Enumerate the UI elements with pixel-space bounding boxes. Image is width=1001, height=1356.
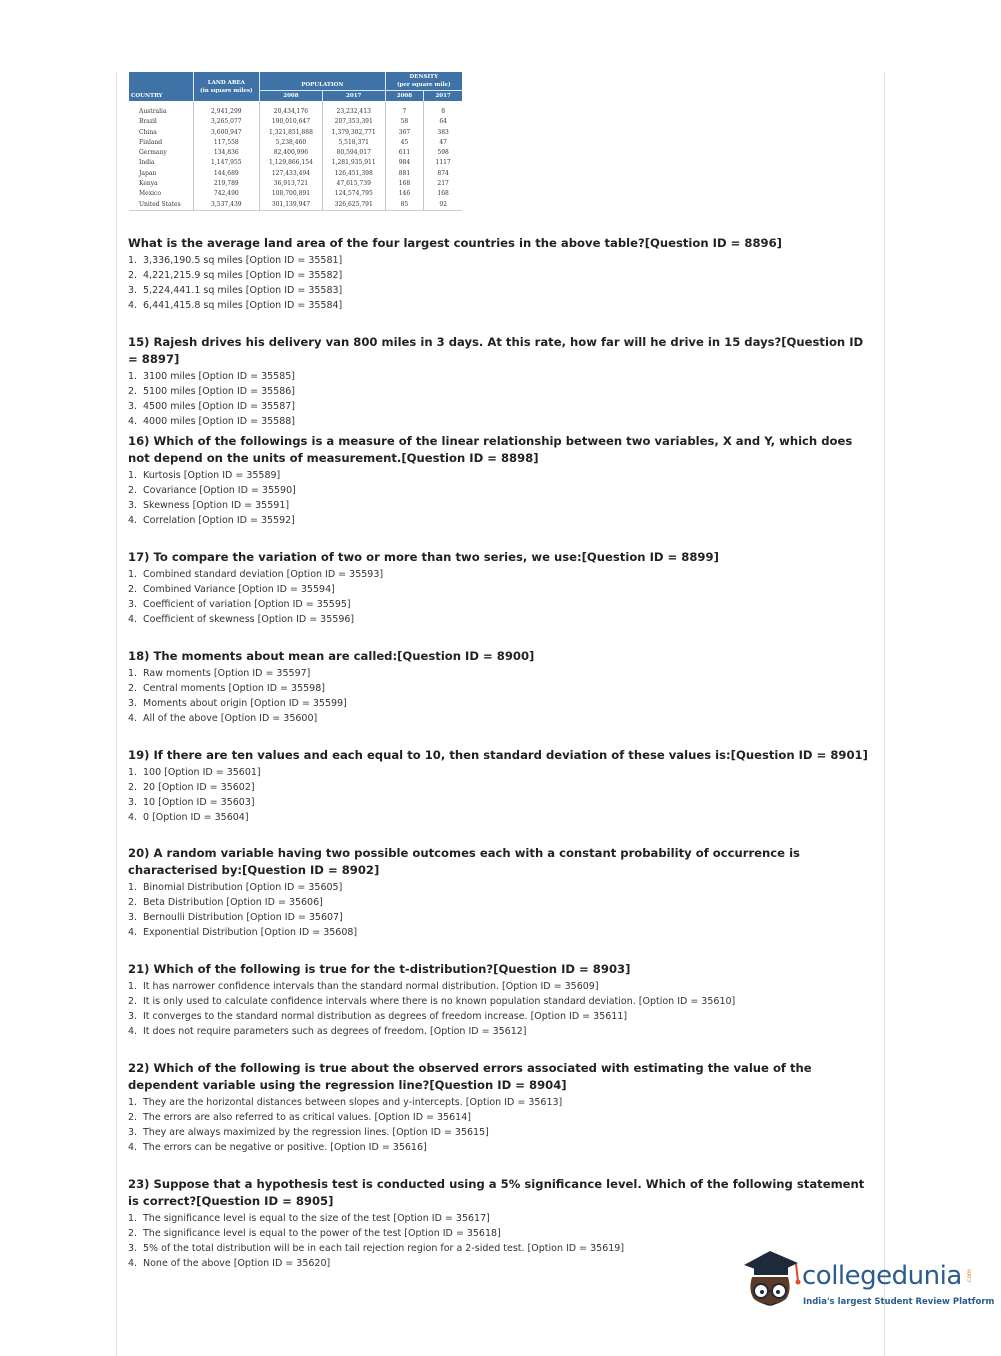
option-item: 2. Beta Distribution [Option ID = 35606] <box>128 897 323 908</box>
header-land-area <box>193 72 259 101</box>
density-2008-cell: 367 <box>385 128 424 138</box>
land-area-cell: 3,537,439 <box>193 200 259 211</box>
option-item: 4. Coefficient of skewness [Option ID = 35596] <box>128 614 355 625</box>
density-2008-cell: 984 <box>385 158 424 168</box>
header-den-2008: 2008 <box>385 91 424 102</box>
density-2008-cell: 58 <box>385 117 424 127</box>
question-19 <box>128 747 876 825</box>
option-item: 3. 4500 miles [Option ID = 35587] <box>128 401 296 412</box>
density-2017-cell: 168 <box>437 190 449 198</box>
question-text: 16) Which of the followings is a measure of the linear relationship between two variables, X and Y, which does not depend on the units of measurement.[Question ID = 8898] <box>128 434 853 465</box>
land-area-cell: 219,789 <box>193 179 259 189</box>
country-cell: United States <box>129 200 193 211</box>
header-pop-2017: 2017 <box>322 91 385 102</box>
option-list <box>128 666 876 726</box>
land-area-cell: 3,600,947 <box>193 128 259 138</box>
density-2008-cell: 7 <box>385 101 424 117</box>
land-area-cell: 742,490 <box>193 189 259 199</box>
question-text: 15) Rajesh drives his delivery van 800 miles in 3 days. At this rate, how far will he drive in 15 days?[Question ID = 8897] <box>128 335 864 366</box>
question-14 <box>128 235 876 313</box>
population-2017-cell: 47,615,739 <box>322 179 385 189</box>
question-16 <box>128 433 876 528</box>
header-density-title: DENSITY <box>409 74 439 80</box>
density-2017-cell: 47 <box>439 138 447 146</box>
option-item: 3. They are always maximized by the regression lines. [Option ID = 35615] <box>128 1127 489 1138</box>
density-2008-cell: 45 <box>385 138 424 148</box>
table-row <box>129 148 462 158</box>
header-pop-2008: 2008 <box>260 91 323 102</box>
population-2017-cell: 1,379,302,771 <box>322 128 385 138</box>
table-row <box>129 189 462 199</box>
density-2017-cell: 1117 <box>435 159 451 167</box>
density-2017-cell: 217 <box>437 180 449 188</box>
population-2017-cell: 23,232,413 <box>322 101 385 117</box>
question-17 <box>128 549 876 627</box>
question-15 <box>128 334 876 429</box>
option-item: 3. 5% of the total distribution will be in each tail rejection region for a 2-sided test. [Option ID = 35619] <box>128 1243 625 1254</box>
header-den-2017: 2017 <box>424 91 462 102</box>
option-item: 3. 5,224,441.1 sq miles [Option ID = 35583] <box>128 285 343 296</box>
table-row <box>129 169 462 179</box>
brand-domain: .com <box>965 1269 973 1284</box>
population-2008-cell: 301,139,947 <box>260 200 323 211</box>
option-item: 3. Moments about origin [Option ID = 35599] <box>128 698 347 709</box>
question-text: 21) Which of the following is true for the t-distribution?[Question ID = 8903] <box>128 962 631 976</box>
page-border-right <box>884 72 885 1356</box>
option-item: 2. Covariance [Option ID = 35590] <box>128 485 296 496</box>
question-text: 19) If there are ten values and each equal to 10, then standard deviation of these values is:[Question ID = 8901] <box>128 748 868 762</box>
table-row <box>129 128 462 138</box>
table-row <box>129 117 462 127</box>
country-cell: Finland <box>129 138 193 148</box>
land-area-cell: 144,689 <box>193 169 259 179</box>
population-2017-cell: 124,574,795 <box>322 189 385 199</box>
header-land-area-title: LAND AREA <box>207 79 245 86</box>
option-item: 2. It is only used to calculate confidence intervals where there is no known population standard deviation. [Option ID = 35610] <box>128 996 736 1007</box>
option-item: 3. It converges to the standard normal distribution as degrees of freedom increase. [Option ID = 35611] <box>128 1011 628 1022</box>
option-item: 3. 10 [Option ID = 35603] <box>128 797 255 808</box>
option-item: 1. They are the horizontal distances between slopes and y-intercepts. [Option ID = 35613] <box>128 1097 563 1108</box>
population-2017-cell: 326,625,791 <box>322 200 385 211</box>
question-text: 20) A random variable having two possible outcomes each with a constant probability of occurrence is characterised by:[Question ID = 8902] <box>128 846 800 877</box>
option-item: 1. 3,336,190.5 sq miles [Option ID = 35581] <box>128 255 343 266</box>
land-area-cell: 1,147,955 <box>193 158 259 168</box>
question-text: 17) To compare the variation of two or more than two series, we use:[Question ID = 8899] <box>128 550 719 564</box>
option-item: 4. Correlation [Option ID = 35592] <box>128 515 295 526</box>
option-list <box>128 567 876 627</box>
country-cell: Mexico <box>129 189 193 199</box>
option-item: 4. The errors can be negative or positive. [Option ID = 35616] <box>128 1142 427 1153</box>
country-cell: Kenya <box>129 179 193 189</box>
land-area-cell: 3,265,077 <box>193 117 259 127</box>
density-2017-cell: 92 <box>439 200 447 208</box>
table-row <box>129 158 462 168</box>
option-item: 2. 20 [Option ID = 35602] <box>128 782 255 793</box>
density-2017-cell: 383 <box>437 128 449 136</box>
density-2008-cell: 85 <box>385 200 424 211</box>
table-row <box>129 138 462 148</box>
page-border-left <box>116 72 117 1356</box>
option-item: 1. Combined standard deviation [Option ID = 35593] <box>128 569 384 580</box>
question-text: 23) Suppose that a hypothesis test is conducted using a 5% significance level. Which of the following statement is correct?[Question ID = 8905] <box>128 1177 865 1208</box>
table-row <box>129 200 462 211</box>
population-2008-cell: 108,700,891 <box>260 189 323 199</box>
question-text: 22) Which of the following is true about the observed errors associated with estimating the value of the dependent variable using the regression line?[Question ID = 8904] <box>128 1061 812 1092</box>
option-item: 2. Combined Variance [Option ID = 35594] <box>128 584 335 595</box>
population-2017-cell: 207,353,391 <box>322 117 385 127</box>
country-cell: Brazil <box>129 117 193 127</box>
country-cell: Germany <box>129 148 193 158</box>
question-22 <box>128 1060 876 1155</box>
density-2008-cell: 146 <box>385 189 424 199</box>
option-item: 2. 5100 miles [Option ID = 35586] <box>128 386 296 397</box>
option-list <box>128 765 876 825</box>
density-2008-cell: 168 <box>385 179 424 189</box>
option-list <box>128 979 876 1039</box>
population-2008-cell: 36,913,721 <box>260 179 323 189</box>
density-2008-cell: 611 <box>385 148 424 158</box>
option-item: 1. Raw moments [Option ID = 35597] <box>128 668 311 679</box>
option-item: 4. It does not require parameters such as degrees of freedom. [Option ID = 35612] <box>128 1026 527 1037</box>
brand-tagline: India's largest Student Review Platform <box>803 1297 995 1307</box>
option-item: 3. Skewness [Option ID = 35591] <box>128 500 290 511</box>
question-20 <box>128 845 876 940</box>
option-item: 1. The significance level is equal to the size of the test [Option ID = 35617] <box>128 1213 490 1224</box>
density-2017-cell: 874 <box>437 169 449 177</box>
header-population: POPULATION <box>260 72 386 91</box>
option-list <box>128 253 876 313</box>
option-item: 1. Binomial Distribution [Option ID = 35605] <box>128 882 343 893</box>
header-country: COUNTRY <box>129 72 193 101</box>
density-2017-cell: 64 <box>439 118 447 126</box>
option-item: 1. 100 [Option ID = 35601] <box>128 767 261 778</box>
question-18 <box>128 648 876 726</box>
country-data-table <box>129 72 462 211</box>
option-item: 4. 4000 miles [Option ID = 35588] <box>128 416 296 427</box>
option-item: 2. The significance level is equal to the power of the test [Option ID = 35618] <box>128 1228 501 1239</box>
land-area-cell: 134,836 <box>193 148 259 158</box>
country-cell: Japan <box>129 169 193 179</box>
mascot-icon <box>740 1247 802 1317</box>
question-text: What is the average land area of the four largest countries in the above table?[Question ID = 8896] <box>128 236 782 250</box>
population-2008-cell: 1,129,866,154 <box>260 158 323 168</box>
population-2017-cell: 1,281,935,911 <box>322 158 385 168</box>
option-item: 1. Kurtosis [Option ID = 35589] <box>128 470 281 481</box>
option-item: 4. 6,441,415.8 sq miles [Option ID = 35584] <box>128 300 343 311</box>
population-2008-cell: 190,010,647 <box>260 117 323 127</box>
option-item: 2. The errors are also referred to as critical values. [Option ID = 35614] <box>128 1112 471 1123</box>
density-2008-cell: 881 <box>385 169 424 179</box>
option-list <box>128 468 876 528</box>
option-item: 4. None of the above [Option ID = 35620] <box>128 1258 331 1269</box>
option-item: 2. Central moments [Option ID = 35598] <box>128 683 325 694</box>
land-area-cell: 117,558 <box>193 138 259 148</box>
option-item: 4. 0 [Option ID = 35604] <box>128 812 249 823</box>
collegedunia-logo[interactable] <box>740 1247 995 1317</box>
density-2017-cell: 598 <box>437 149 449 157</box>
question-21 <box>128 961 876 1039</box>
table-row <box>129 179 462 189</box>
option-list <box>128 369 876 429</box>
brand-name: collegedunia <box>802 1261 962 1291</box>
population-2008-cell: 82,400,996 <box>260 148 323 158</box>
table-row <box>129 101 462 117</box>
population-2008-cell: 1,321,851,888 <box>260 128 323 138</box>
population-2008-cell: 127,433,494 <box>260 169 323 179</box>
option-list <box>128 1095 876 1155</box>
table-body <box>129 101 462 210</box>
header-land-area-unit: (in square miles) <box>200 87 253 94</box>
population-2017-cell: 126,451,398 <box>322 169 385 179</box>
population-2017-cell: 80,594,017 <box>322 148 385 158</box>
option-item: 3. Coefficient of variation [Option ID = 35595] <box>128 599 351 610</box>
option-item: 2. 4,221,215.9 sq miles [Option ID = 35582] <box>128 270 343 281</box>
option-list <box>128 880 876 940</box>
country-cell: India <box>129 158 193 168</box>
question-text: 18) The moments about mean are called:[Question ID = 8900] <box>128 649 535 663</box>
option-item: 1. 3100 miles [Option ID = 35585] <box>128 371 296 382</box>
density-2017-cell: 8 <box>441 108 446 115</box>
option-item: 1. It has narrower confidence intervals than the standard normal distribution. [Option ID = 35609] <box>128 981 599 992</box>
population-2017-cell: 5,518,371 <box>322 138 385 148</box>
header-density <box>385 72 462 91</box>
header-density-unit: (per square mile) <box>396 82 451 88</box>
option-item: 4. Exponential Distribution [Option ID = 35608] <box>128 927 358 938</box>
population-2008-cell: 20,434,176 <box>260 101 323 117</box>
population-2008-cell: 5,238,460 <box>260 138 323 148</box>
option-item: 3. Bernoulli Distribution [Option ID = 35607] <box>128 912 343 923</box>
country-cell: China <box>129 128 193 138</box>
country-cell: Australia <box>129 101 193 117</box>
option-item: 4. All of the above [Option ID = 35600] <box>128 713 318 724</box>
land-area-cell: 2,941,299 <box>193 101 259 117</box>
